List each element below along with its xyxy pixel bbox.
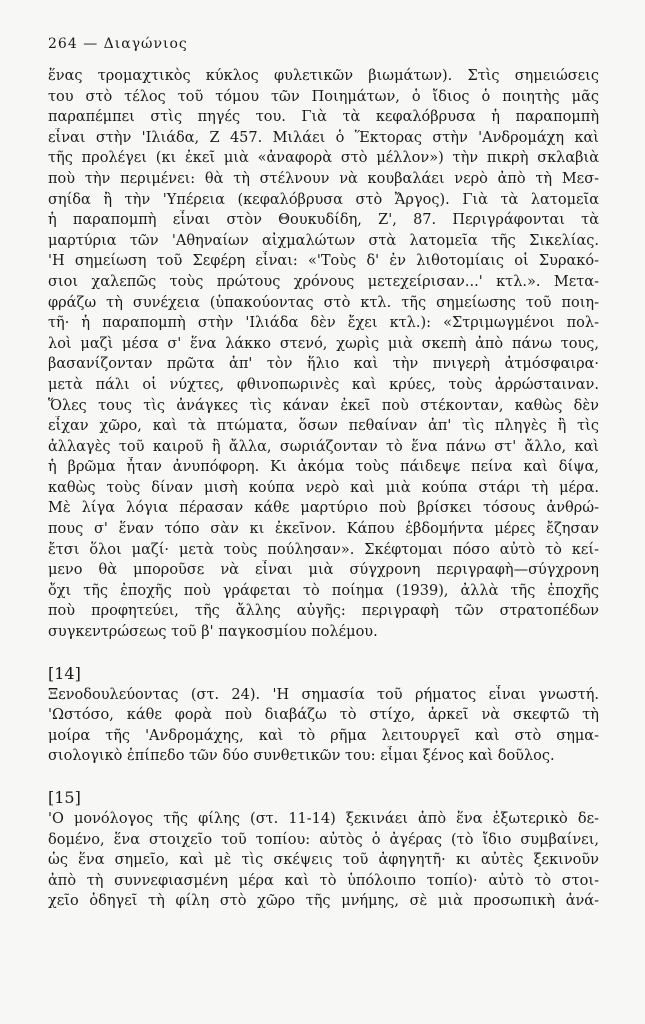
text-line: του στὸ τέλος τοῦ τόμου τῶν Ποιημάτων, ὁ ἴδιος ὁ ποιητὴς μᾶς bbox=[48, 88, 599, 105]
text-line: χεῖο ὁδηγεῖ τὴ φίλη στὸ χῶρο τῆς μνήμης, σὲ μιὰ προσωπικὴ ἀνά- bbox=[48, 893, 599, 910]
text-line: ἡ παραπομπὴ εἶναι στὸν Θουκυδίδη, Ζ', 87. Περιγράφονται τὰ bbox=[48, 212, 599, 229]
text-line: καθὼς τοὺς δίναν μισὴ κούπα νερὸ καὶ μιὰ κούπα στάρι τὴ μέρα. bbox=[48, 479, 599, 496]
running-header bbox=[48, 36, 599, 52]
text-line: Ὅλες τους τὶς ἀνάγκες τὶς κάναν ἐκεῖ ποὺ στέκονταν, καθὼς δὲν bbox=[48, 397, 599, 414]
text-line: ἡ βρῶμα ἦταν ἀνυπόφορη. Κι ἀκόμα τοὺς πάιδεψε πείνα καὶ δίψα, bbox=[48, 459, 599, 476]
text-line: ποὺ τὴν περιμένει: θὰ τὴ στέλνουν νὰ κουβαλάει νερὸ ἀπὸ τὴ Μεσ- bbox=[48, 170, 599, 187]
text-line: φράζω τὴ συνέχεια (ὑπακούοντας στὸ κτλ. τῆς σημείωσης τοῦ ποιη- bbox=[48, 294, 599, 311]
text-line: ἔτσι ὅλοι μαζί· μετὰ τοὺς πούλησαν». Σκέφτομαι πόσο αὐτὸ τὸ κεί- bbox=[48, 541, 599, 558]
text-line: ποὺ προφητεύει, τῆς ἄλλης αὐγῆς: περιγραφὴ τῶν στρατοπέδων bbox=[48, 603, 599, 620]
text-line: δομένο, ἕνα στοιχεῖο τοῦ τοπίου: αὐτὸς ὁ ἀγέρας (τὸ ἴδιο συμβαίνει, bbox=[48, 831, 599, 848]
text-line: ὄχι τῆς ἐποχῆς ποὺ γράφεται τὸ ποίημα (1939), ἀλλὰ τῆς ἐποχῆς bbox=[48, 582, 599, 599]
header-separator: — bbox=[83, 36, 99, 52]
text-line: λοὶ μαζὶ μέσα σ' ἕνα λάκκο στενό, χωρὶς μιὰ σκεπὴ ἀπὸ πάνω τους, bbox=[48, 335, 599, 352]
text-line: ἀπὸ τὴ συννεφιασμένη μέρα καὶ τὸ ὑπόλοιπο τοπίο)· αὐτὸ τὸ στοι- bbox=[48, 872, 599, 889]
text-line: 'Ωστόσο, κάθε φορὰ ποὺ διαβάζω τὸ στίχο, ἀρκεῖ νὰ σκεφτῶ τὴ bbox=[48, 707, 599, 724]
text-line: παραπέμπει στὶς πηγές του. Γιὰ τὰ κεφαλόβρυσα ἡ παραπομπὴ bbox=[48, 109, 599, 126]
text-line: τῆ· ἡ παραπομπὴ στὴν 'Ιλιάδα δὲν ἔχει κτλ.): «Στριμωγμένοι πολ- bbox=[48, 315, 599, 332]
note-14-paragraph bbox=[48, 685, 599, 767]
text-line: Ξενοδουλεύοντας (στ. 24). 'Η σημασία τοῦ ρήματος εἶναι γνωστή. bbox=[48, 686, 599, 703]
text-line: σιοι χαλεπῶς τοὺς πρώτους χρόνους μετεχείρισαν...' κτλ.». Μετα- bbox=[48, 273, 599, 290]
text-line: σηίδα ἢ τὴν 'Υπέρεια (κεφαλόβρυσα στὸ Ἄργος). Γιὰ τὰ λατομεῖα bbox=[48, 191, 599, 208]
text-line: πους σ' ἕναν τόπο σὰν κι ἐκεῖνον. Κάπου ἑβδομήντα μέρες ἔζησαν bbox=[48, 521, 599, 538]
text-line: μενο θὰ μποροῦσε νὰ εἶναι μιὰ σύγχρονη περιγραφὴ—σύγχρονη bbox=[48, 562, 599, 579]
note-14-number: [14] bbox=[48, 663, 81, 683]
text-line: μετὰ πάλι οἱ νύχτες, φθινοπωρινὲς καὶ κρύες, τοὺς ἀρρώσταιναν. bbox=[48, 376, 599, 393]
text-line: Μὲ λίγα λόγια πέρασαν κάθε μαρτύριο ποὺ βρίσκει τόσους ἀνθρώ- bbox=[48, 500, 599, 517]
text-line: βασανίζονταν πρῶτα ἀπ' τὸν ἥλιο καὶ τὴν πνιγερὴ ἀτμόσφαιρα· bbox=[48, 356, 599, 373]
text-line: εἶχαν χῶρο, καὶ τὰ πτώματα, ὅσων πεθαίναν ἀπ' τὶς πληγὲς ἢ τὶς bbox=[48, 418, 599, 435]
text-line: 'Ο μονόλογος τῆς φίλης (στ. 11-14) ξεκινάει ἀπὸ ἕνα ἐξωτερικὸ δε- bbox=[48, 811, 599, 827]
text-line: ὡς ἕνα σημεῖο, καὶ μὲ τὶς σκέψεις τοῦ ἀφηγητῆ· κι αὐτὲς ξεκινοῦν bbox=[48, 852, 599, 869]
text-line: τῆς προλέγει (κι ἐκεῖ μιὰ «ἀναφορὰ στὸ μέλλον») τὴν πικρὴ σκλαβιὰ bbox=[48, 150, 599, 167]
text-line: μαρτύρια τῶν 'Αθηναίων αἰχμαλώτων στὰ λατομεῖα τῆς Σικελίας. bbox=[48, 232, 599, 249]
note-15-number: [15] bbox=[48, 788, 81, 807]
text-line: ἕνας τρομαχτικὸς κύκλος φυλετικῶν βιωμάτων). Στὶς σημειώσεις bbox=[48, 68, 599, 84]
text-line: ἀλλαγὲς τοῦ καιροῦ ἢ ἄλλα, σωριάζονταν τὸ ἕνα πάνω στ' ἄλλο, καὶ bbox=[48, 438, 599, 455]
text-line: εἶναι στὴν 'Ιλιάδα, Ζ 457. Μιλάει ὁ Ἕκτορας στὴν 'Ανδρομάχη καὶ bbox=[48, 129, 599, 146]
note-15-paragraph bbox=[48, 809, 599, 912]
continuation-paragraph bbox=[48, 66, 599, 643]
text-line: 'Η σημείωση τοῦ Σεφέρη εἶναι: «'Τοὺς δ' ἐν λιθοτομίαις οἱ Συρακό- bbox=[48, 253, 599, 270]
running-title: Διαγώνιος bbox=[103, 36, 188, 52]
page-number: 264 bbox=[48, 36, 78, 52]
text-line: μοίρα τῆς 'Ανδρομάχης, καὶ τὸ ρῆμα λειτουργεῖ καὶ στὸ σημα- bbox=[48, 727, 599, 744]
text-line: συγκεντρώσεως τοῦ β' παγκοσμίου πολέμου. bbox=[48, 624, 378, 641]
text-line: σιολογικὸ ἐπίπεδο τῶν δύο συνθετικῶν του: εἶμαι ξένος καὶ δοῦλος. bbox=[48, 748, 555, 765]
